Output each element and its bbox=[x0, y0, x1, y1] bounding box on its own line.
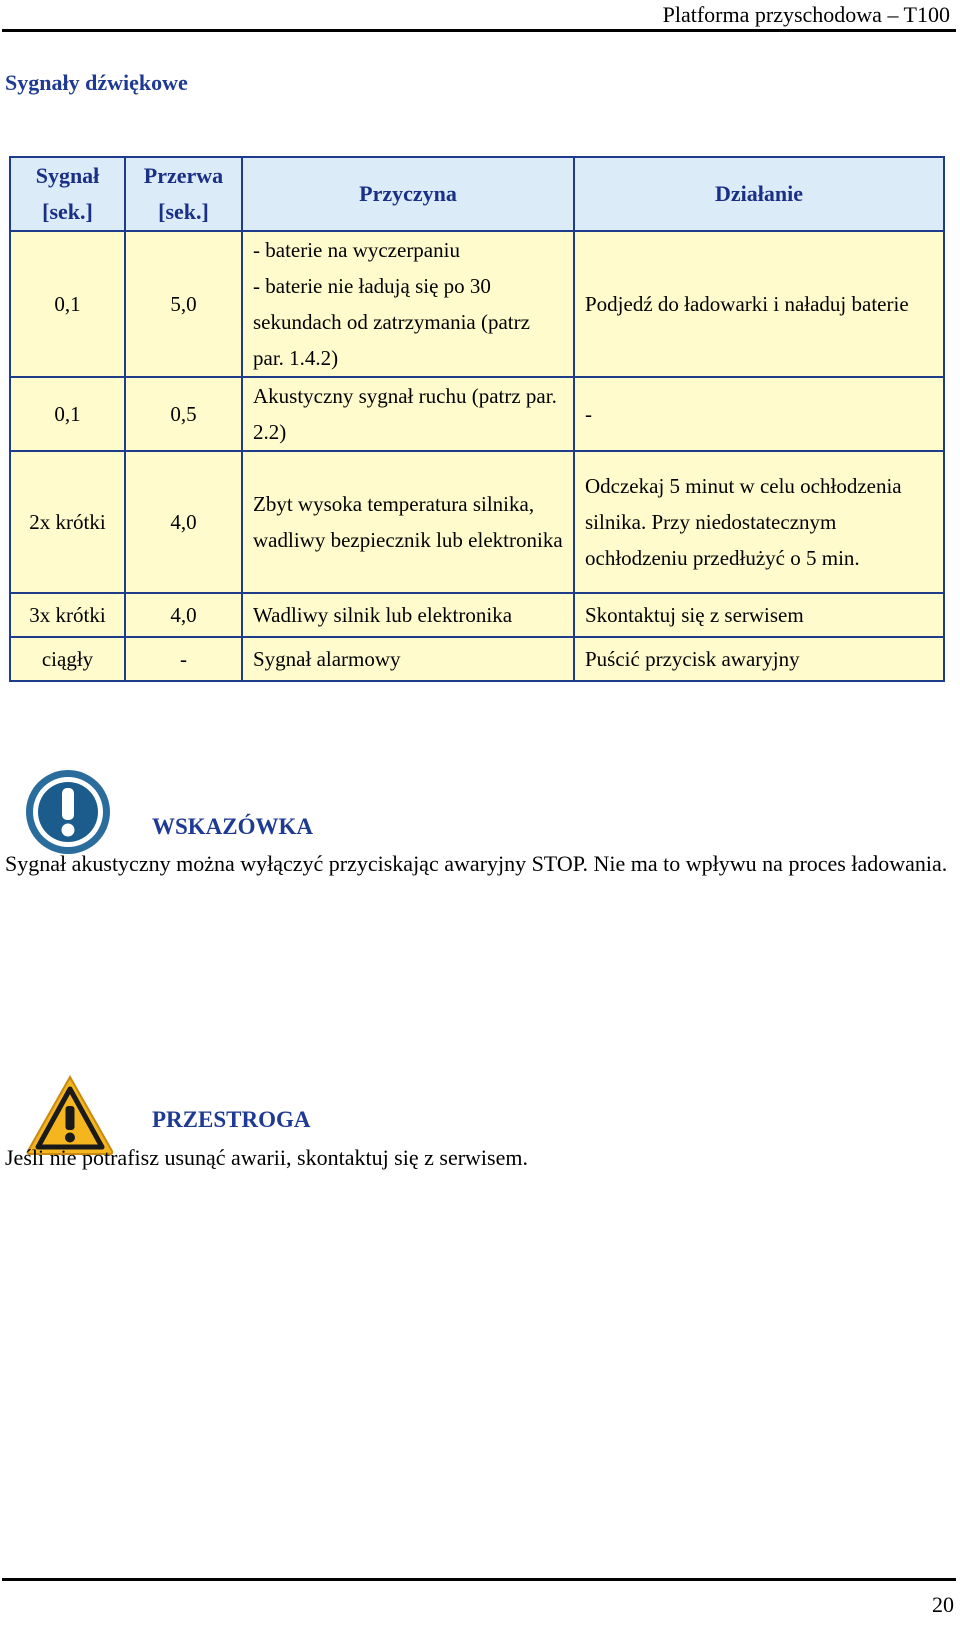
sound-signals-table bbox=[9, 156, 945, 682]
cause-cell: Zbyt wysoka temperatura silnika, wadliwy bezpiecznik lub elektronika bbox=[242, 451, 574, 593]
signal-cell: 0,1 bbox=[10, 377, 125, 451]
signal-cell: 3x krótki bbox=[10, 593, 125, 637]
action-cell: Odczekaj 5 minut w celu ochłodzenia silnika. Przy niedostatecznym ochłodzeniu przedłużyć o 5 min. bbox=[574, 451, 944, 593]
header-divider bbox=[2, 29, 956, 32]
table-row bbox=[10, 231, 944, 377]
note-heading: WSKAZÓWKA bbox=[152, 814, 314, 839]
exclamation-circle-icon bbox=[24, 768, 112, 856]
action-cell: - bbox=[574, 377, 944, 451]
table-row bbox=[10, 593, 944, 637]
action-cell: Puścić przycisk awaryjny bbox=[574, 637, 944, 681]
signal-cell: 0,1 bbox=[10, 231, 125, 377]
section-heading: Sygnały dźwiękowe bbox=[5, 70, 188, 95]
footer-divider bbox=[2, 1578, 956, 1581]
column-header-action: Działanie bbox=[574, 157, 944, 231]
signal-cell: ciągły bbox=[10, 637, 125, 681]
document-header-title: Platforma przyschodowa – T100 bbox=[662, 2, 950, 27]
caution-heading: PRZESTROGA bbox=[152, 1107, 311, 1132]
note-text: Sygnał akustyczny można wyłączyć przyciskając awaryjny STOP. Nie ma to wpływu na proces ładowania. bbox=[5, 851, 948, 876]
pause-cell: 4,0 bbox=[125, 593, 242, 637]
pause-cell: - bbox=[125, 637, 242, 681]
column-header-cause: Przyczyna bbox=[242, 157, 574, 231]
table-row bbox=[10, 451, 944, 593]
signal-cell: 2x krótki bbox=[10, 451, 125, 593]
caution-text: Jeśli nie potrafisz usunąć awarii, skontaktuj się z serwisem. bbox=[5, 1145, 528, 1170]
pause-cell: 0,5 bbox=[125, 377, 242, 451]
column-header-pause: Przerwa [sek.] bbox=[125, 157, 242, 231]
table-row bbox=[10, 377, 944, 451]
cause-cell: Sygnał alarmowy bbox=[242, 637, 574, 681]
column-header-signal: Sygnał [sek.] bbox=[10, 157, 125, 231]
cause-cell: Wadliwy silnik lub elektronika bbox=[242, 593, 574, 637]
cause-cell: - baterie na wyczerpaniu - baterie nie ładują się po 30 sekundach od zatrzymania (patrz par. 1.4.2) bbox=[242, 231, 574, 377]
table-row bbox=[10, 637, 944, 681]
cause-cell: Akustyczny sygnał ruchu (patrz par. 2.2) bbox=[242, 377, 574, 451]
action-cell: Skontaktuj się z serwisem bbox=[574, 593, 944, 637]
pause-cell: 4,0 bbox=[125, 451, 242, 593]
action-cell: Podjedź do ładowarki i naładuj baterie bbox=[574, 231, 944, 377]
page-number: 20 bbox=[932, 1592, 954, 1617]
pause-cell: 5,0 bbox=[125, 231, 242, 377]
